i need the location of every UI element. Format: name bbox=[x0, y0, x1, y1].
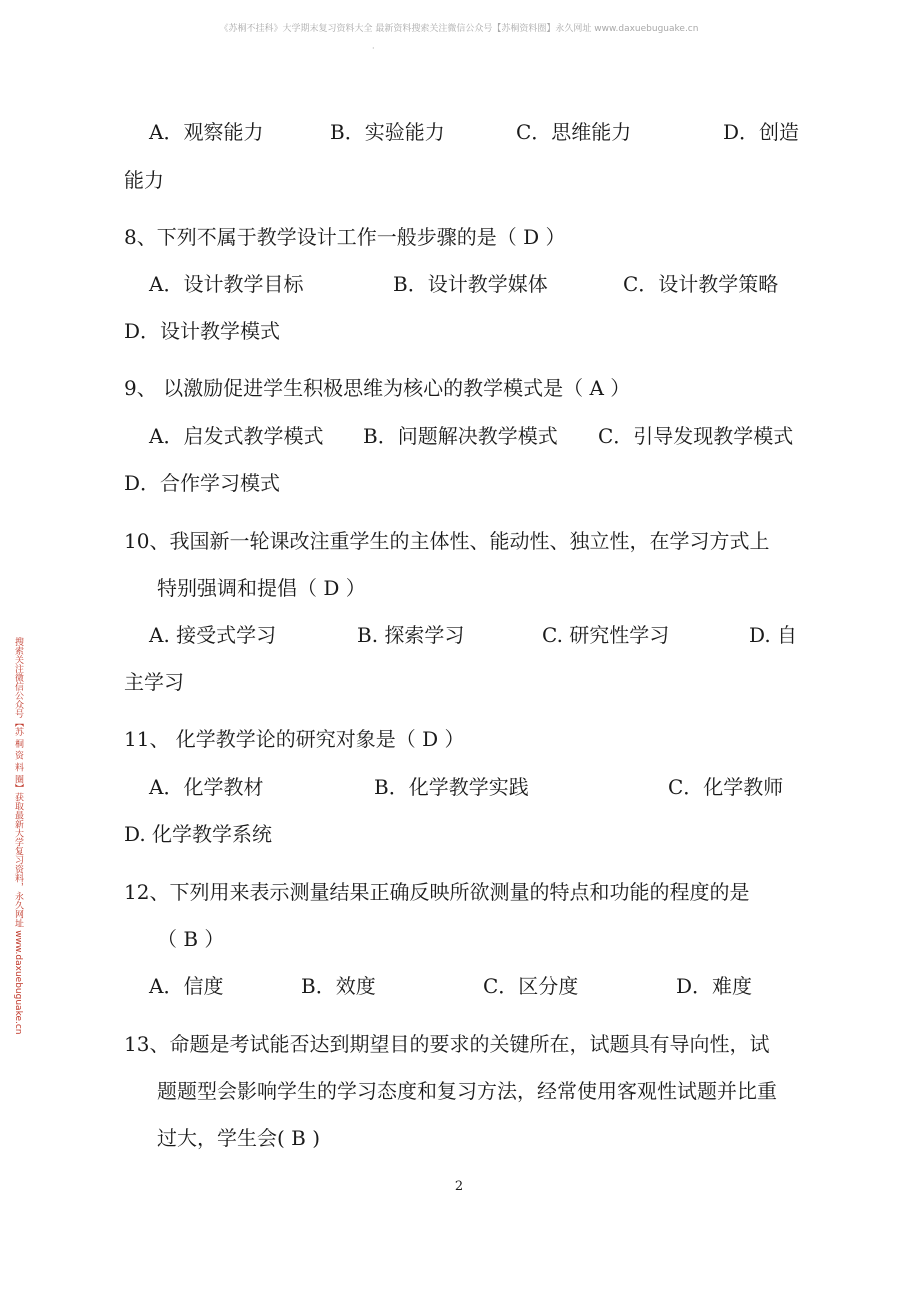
q11-option-d: D. 化学教学系统 bbox=[124, 822, 273, 846]
q11-option-b: B．化学教学实践 bbox=[374, 775, 529, 799]
q12-option-a: A．信度 bbox=[149, 974, 224, 998]
q11-option-c: C．化学教师 bbox=[668, 775, 784, 799]
q13-stem-cont: 题题型会影响学生的学习态度和复习方法，经常使用客观性试题并比重 bbox=[157, 1079, 777, 1103]
q12-option-c: C．区分度 bbox=[483, 974, 579, 998]
q10-stem: 10、我国新一轮课改注重学生的主体性、能动性、独立性，在学习方式上 bbox=[124, 529, 770, 553]
q8-option-c: C．设计教学策略 bbox=[623, 272, 779, 296]
header-dot: · bbox=[372, 44, 375, 53]
q12-option-b: B．效度 bbox=[301, 974, 376, 998]
q9-option-c: C．引导发现教学模式 bbox=[598, 424, 794, 448]
q10-stem-cont: 特别强调和提倡（ D ） bbox=[157, 576, 366, 600]
q8-option-d: D．设计教学模式 bbox=[124, 319, 281, 343]
q7-option-d: D．创造 bbox=[723, 120, 800, 144]
q12-stem-cont: （ B ） bbox=[157, 927, 225, 951]
q8-option-b: B．设计教学媒体 bbox=[393, 272, 548, 296]
q9-option-b: B．问题解决教学模式 bbox=[363, 424, 558, 448]
q10-option-a: A. 接受式学习 bbox=[149, 623, 277, 647]
side-watermark: 搜索关注微信公众号【苏 桐 资 料 圈】获取最新大学复习资料，永久网址 www.daxuebuguake.cn bbox=[13, 637, 23, 1035]
q9-option-a: A．启发式教学模式 bbox=[149, 424, 324, 448]
q7-option-b: B．实验能力 bbox=[330, 120, 445, 144]
page-number: 2 bbox=[454, 1179, 464, 1194]
q11-stem: 11、 化学教学论的研究对象是（ D ） bbox=[124, 727, 465, 751]
q11-option-a: A．化学教材 bbox=[149, 775, 264, 799]
q8-option-a: A．设计教学目标 bbox=[149, 272, 304, 296]
q7-option-a: A．观察能力 bbox=[149, 120, 264, 144]
q9-stem: 9、 以激励促进学生积极思维为核心的教学模式是（ A ） bbox=[124, 376, 631, 400]
q7-option-d-wrap: 能力 bbox=[124, 168, 164, 192]
q10-option-d-wrap: 主学习 bbox=[124, 670, 184, 694]
q10-option-b: B. 探索学习 bbox=[357, 623, 465, 647]
q13-stem-cont2: 过大，学生会( B ) bbox=[157, 1126, 321, 1150]
q12-stem: 12、下列用来表示测量结果正确反映所欲测量的特点和功能的程度的是 bbox=[124, 880, 750, 904]
header-watermark: 《苏桐不挂科》大学期末复习资料大全 最新资料搜索关注微信公众号【苏桐资料圈】永久网址 www.daxuebuguake.cn bbox=[219, 24, 699, 34]
q8-stem: 8、下列不属于教学设计工作一般步骤的是（ D ） bbox=[124, 225, 566, 249]
q9-option-d: D．合作学习模式 bbox=[124, 471, 281, 495]
q10-option-c: C. 研究性学习 bbox=[542, 623, 670, 647]
q13-stem: 13、命题是考试能否达到期望目的要求的关键所在，试题具有导向性，试 bbox=[124, 1032, 770, 1056]
q7-option-c: C．思维能力 bbox=[516, 120, 632, 144]
q10-option-d: D. 自 bbox=[749, 623, 798, 647]
q12-option-d: D．难度 bbox=[676, 974, 753, 998]
